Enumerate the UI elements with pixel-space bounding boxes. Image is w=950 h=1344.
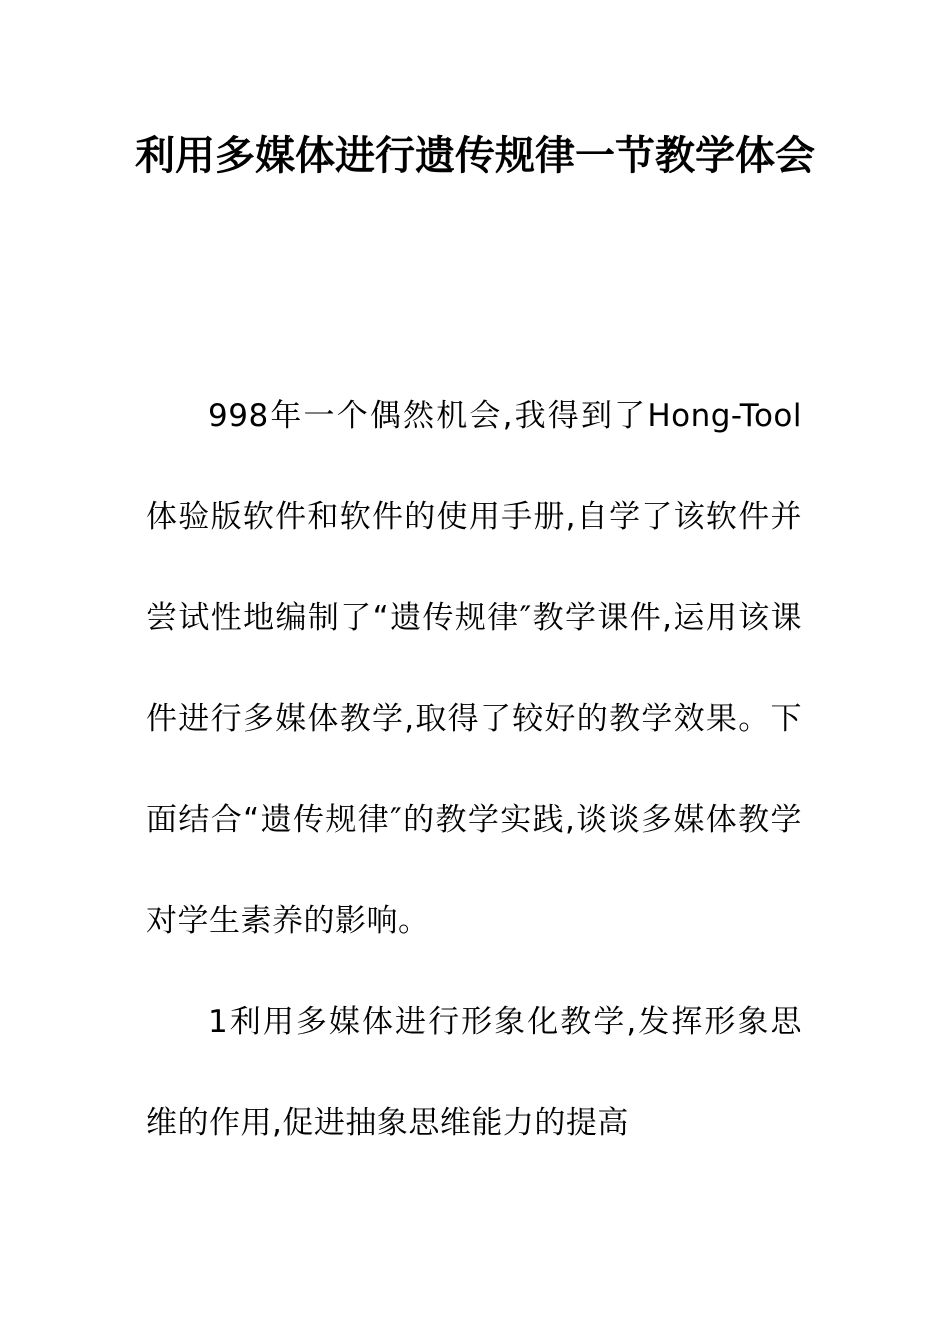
paragraph-intro: 998年一个偶然机会,我得到了Hong-Tool体验版软件和软件的使用手册,自学了该软件并尝试性地编制了“遗传规律″教学课件,运用该课件进行多媒体教学,取得了较好的教学效果。下面结合“遗传规律″的教学实践,谈谈多媒体教学对学生素养的影响。 [146,398,802,939]
document-body [146,366,802,1174]
paragraph-section-1-heading: 1利用多媒体进行形象化教学,发挥形象思维的作用,促进抽象思维能力的提高 [146,1004,802,1141]
document-title: 利用多媒体进行遗传规律一节教学体会 [135,132,815,179]
